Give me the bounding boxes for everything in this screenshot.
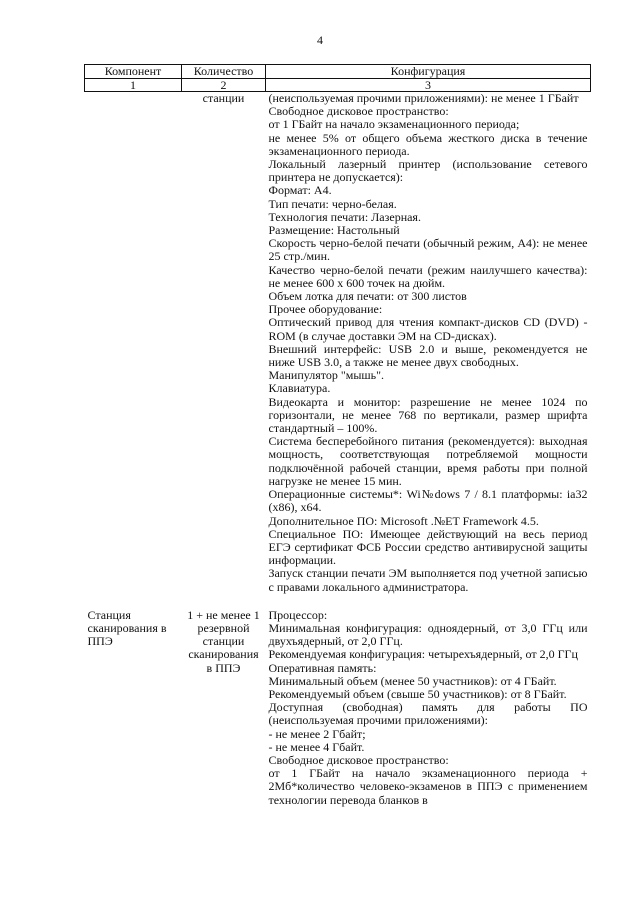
configuration-cell bbox=[266, 594, 591, 807]
config-line: Процессор: bbox=[268, 607, 328, 622]
config-line: от 1 ГБайт на начало экзаменационного периода; bbox=[268, 117, 520, 132]
header-row bbox=[85, 65, 591, 79]
config-line: Операционные системы*: Wi№dows 7 / 8.1 платформы: ia32 (x86), x64. bbox=[268, 487, 588, 515]
configuration-cell bbox=[266, 92, 591, 594]
config-line: Технология печати: Лазерная. bbox=[268, 209, 421, 224]
config-line: Свободное дисковое пространство: bbox=[268, 104, 449, 119]
column-number-row bbox=[85, 79, 591, 92]
config-line: Скорость черно-белой печати (обычный режим, А4): не менее 25 стр./мин. bbox=[268, 236, 588, 264]
config-line: - не менее 2 Гбайт; bbox=[268, 726, 366, 741]
config-line: Доступная (свободная) память для работы ПО (неиспользуемая прочими приложениями): bbox=[268, 700, 588, 728]
config-line: Объем лотка для печати: от 300 листов bbox=[268, 289, 467, 304]
config-line: Оперативная память: bbox=[268, 660, 377, 675]
config-line: - не менее 4 Гбайт. bbox=[268, 739, 365, 754]
config-line: Рекомендуемый объем (свыше 50 участников): от 8 ГБайт. bbox=[268, 686, 567, 701]
column-number-2: 2 bbox=[182, 79, 266, 92]
column-number-3: 3 bbox=[266, 79, 591, 92]
quantity-cell: станции bbox=[202, 91, 245, 105]
config-line: от 1 ГБайт на начало экзаменационного периода + 2Мб*количество человеко-экзаменов в ППЭ с применением технологии перевода бланков в bbox=[268, 766, 588, 807]
header-configuration: Конфигурация bbox=[266, 65, 591, 79]
page-number: 4 bbox=[317, 33, 323, 47]
config-line: Клавиатура. bbox=[268, 381, 331, 396]
config-line: (неиспользуемая прочими приложениями): не менее 1 ГБайт bbox=[268, 91, 579, 105]
config-line: Прочее оборудование: bbox=[268, 302, 383, 317]
config-line: Минимальная конфигурация: одноядерный, от 3,0 ГГц или двухъядерный, от 2,0 ГГц. bbox=[268, 620, 588, 649]
config-line: не менее 5% от общего объема жесткого диска в течение экзаменационного периода. bbox=[268, 130, 588, 158]
spec-table bbox=[84, 64, 591, 807]
config-line: Локальный лазерный принтер (использование сетевого принтера не допускается): bbox=[268, 157, 588, 185]
header-quantity: Количество bbox=[182, 65, 266, 79]
config-line: Рекомендуемая конфигурация: четырехъядерный, от 2,0 ГГц bbox=[268, 647, 578, 662]
config-line: Качество черно-белой печати (режим наилучшего качества): не менее 600 х 600 точек на дюйм. bbox=[268, 262, 588, 290]
config-line: Свободное дисковое пространство: bbox=[268, 752, 449, 767]
config-line: Оптический привод для чтения компакт-дисков CD (DVD) -ROM (в случае доставки ЭМ на CD-дисках). bbox=[268, 315, 588, 343]
table-row bbox=[85, 594, 591, 807]
config-line: Формат: А4. bbox=[268, 183, 332, 198]
config-line: Запуск станции печати ЭМ выполняется под учетной записью с правами локального администратора. bbox=[268, 566, 588, 594]
config-line: Минимальный объем (менее 50 участников): от 4 ГБайт. bbox=[268, 673, 557, 688]
config-line: Манипулятор "мышь". bbox=[268, 368, 384, 383]
config-line: Дополнительное ПО: Microsoft .№ET Framework 4.5. bbox=[268, 513, 539, 528]
column-number-1: 1 bbox=[85, 79, 182, 92]
config-line: Система бесперебойного питания (рекомендуется): выходная мощность, соответствующая потребляемой мощности подключённой рабочей станции, время работы при полной нагрузке не менее 15 мин. bbox=[268, 434, 588, 488]
config-line: Внешний интерфейс: USB 2.0 и выше, рекомендуется не ниже USB 3.0, а также не менее двух свободных. bbox=[268, 341, 588, 370]
config-line: Видеокарта и монитор: разрешение не менее 1024 по горизонтали, не менее 768 по вертикали, размер шрифта стандартный – 100%. bbox=[268, 394, 588, 436]
header-component: Компонент bbox=[85, 65, 182, 79]
config-line: Размещение: Настольный bbox=[268, 223, 400, 238]
config-line: Тип печати: черно-белая. bbox=[268, 196, 397, 211]
config-line: Специальное ПО: Имеющее действующий на весь период ЕГЭ сертификат ФСБ России средство антивирусной защиты информации. bbox=[268, 526, 588, 568]
quantity-cell: 1 + не менее 1 резервной станции сканирования в ППЭ bbox=[187, 607, 260, 675]
table-row bbox=[85, 92, 591, 594]
component-cell bbox=[85, 92, 182, 594]
component-cell: Станция сканирования в ППЭ bbox=[87, 607, 167, 649]
